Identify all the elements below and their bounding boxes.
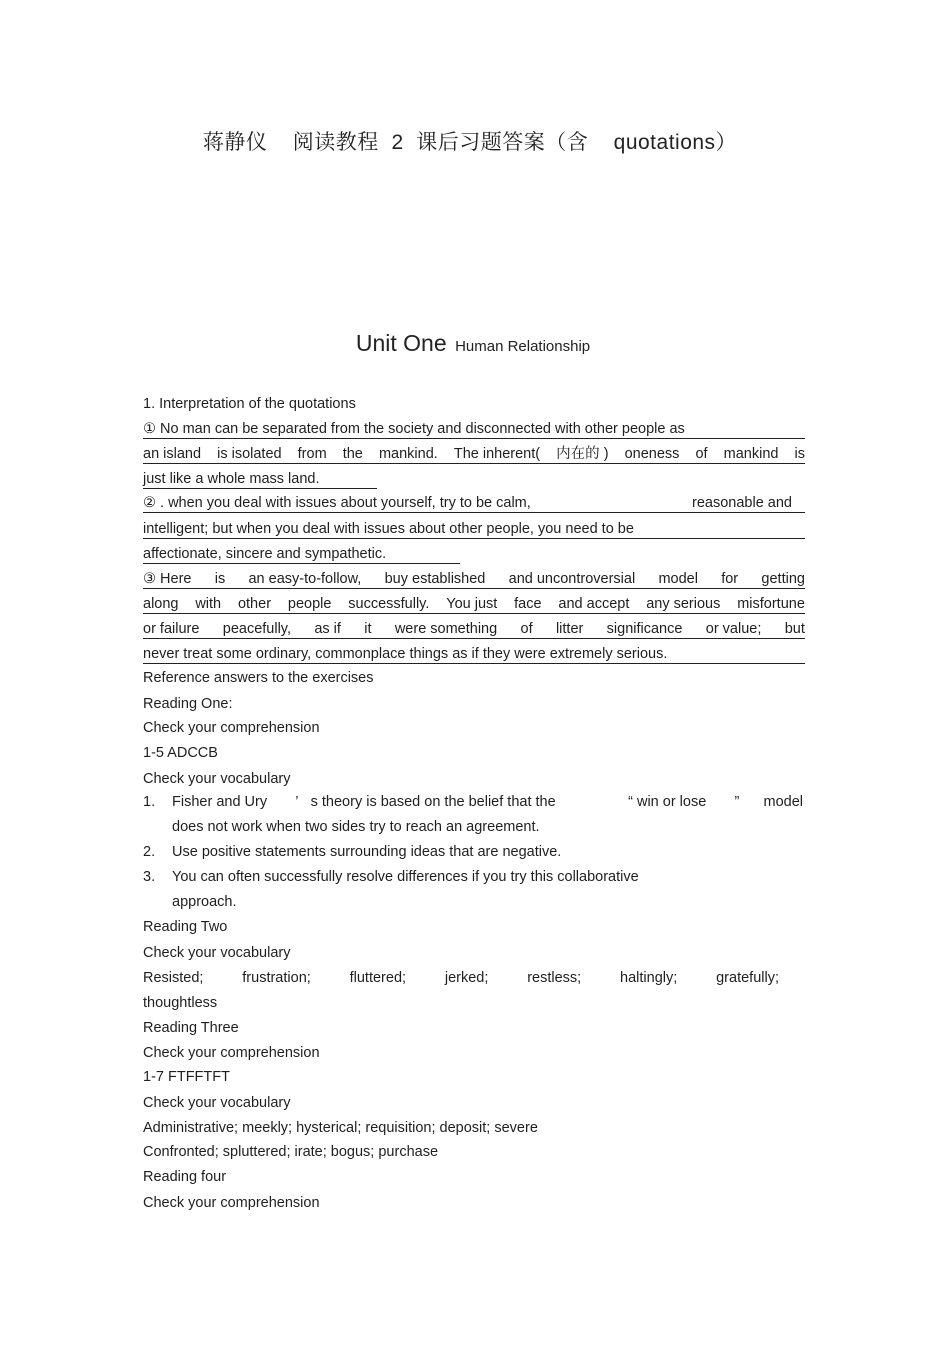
word: litter — [555, 621, 584, 637]
reading-four-heading: Reading four — [143, 1169, 227, 1185]
title-part-4: 课后习题答案（含 — [416, 131, 589, 154]
vocab-item-1-part-b — [628, 794, 803, 810]
word: getting — [761, 571, 805, 587]
quotations-heading: 1. Interpretation of the quotations — [143, 396, 356, 412]
word: The inherent( — [453, 446, 541, 462]
word: an island — [143, 446, 202, 462]
word: buy established — [384, 571, 486, 587]
reading-three-heading: Reading Three — [143, 1020, 239, 1036]
word: peacefully, — [222, 621, 291, 637]
text: model — [763, 794, 803, 810]
quote-1-line-3 — [143, 470, 377, 489]
word: model — [658, 571, 698, 587]
word: but — [784, 621, 805, 637]
word: successfully. — [348, 596, 430, 612]
word: frustration; — [242, 970, 311, 986]
quote-2-line-2-text: intelligent; but when you deal with issues about other people, you need to be — [143, 521, 634, 537]
list-number: 1. — [143, 794, 156, 810]
vocab-item-1-line-1 — [172, 794, 803, 810]
word: along — [143, 596, 179, 612]
quote-2-line-1-a: ② . when you deal with issues about yourself, try to be calm, — [143, 495, 531, 511]
word: face — [514, 596, 542, 612]
word: from — [297, 446, 327, 462]
word: or failure — [143, 621, 200, 637]
quote-1-line-3-text: just like a whole mass land. — [143, 471, 320, 487]
word: haltingly; — [620, 970, 678, 986]
word: is isolated — [217, 446, 282, 462]
word: an easy-to-follow, — [248, 571, 362, 587]
apostrophe: ’ — [295, 794, 299, 810]
word: or value; — [705, 621, 762, 637]
word: is — [214, 571, 226, 587]
answers-heading: Reference answers to the exercises — [143, 670, 374, 686]
word: oneness — [624, 446, 680, 462]
title-part-2: 阅读教程 — [292, 131, 379, 154]
vocab-item-3-line-2: approach. — [172, 894, 237, 910]
reading-three-vocabulary-heading: Check your vocabulary — [143, 1095, 291, 1111]
reading-one-comprehension-heading: Check your comprehension — [143, 720, 320, 736]
reading-one-heading: Reading One: — [143, 696, 233, 712]
quote-3-line-4 — [143, 645, 805, 664]
word: and accept — [558, 596, 630, 612]
word: any serious — [646, 596, 721, 612]
word: gratefully; — [716, 970, 779, 986]
word: You just — [446, 596, 498, 612]
text: s theory is based on the belief that the — [310, 794, 556, 810]
quote-2-line-3-text: affectionate, sincere and sympathetic. — [143, 546, 387, 562]
reading-one-vocabulary-heading: Check your vocabulary — [143, 771, 291, 787]
word: is — [794, 446, 805, 462]
text: “ win or lose — [628, 794, 707, 810]
reading-two-heading: Reading Two — [143, 919, 228, 935]
reading-one-comprehension-answer: 1-5 ADCCB — [143, 745, 218, 761]
title-part-3: 2 — [391, 131, 404, 154]
word: restless; — [527, 970, 582, 986]
word: of — [695, 446, 708, 462]
quote-2-line-1 — [143, 494, 805, 513]
vocab-item-1-part-a — [172, 794, 556, 810]
word: people — [287, 596, 332, 612]
word: the — [342, 446, 363, 462]
quote-2-line-3 — [143, 545, 460, 564]
word: mankind. — [378, 446, 438, 462]
reading-three-vocabulary-line-2: Confronted; spluttered; irate; bogus; purchase — [143, 1144, 439, 1160]
list-number: 2. — [143, 844, 156, 860]
word: misfortune — [737, 596, 805, 612]
title-part-1: 蒋静仪 — [202, 131, 268, 154]
word: as if — [314, 621, 341, 637]
word: mankind — [723, 446, 779, 462]
unit-name: Unit One — [355, 330, 447, 356]
quote-1-line-2 — [143, 445, 805, 464]
word: with — [195, 596, 222, 612]
unit-heading — [0, 330, 946, 357]
quote-2-line-2 — [143, 520, 805, 539]
unit-subtitle: Human Relationship — [455, 338, 591, 355]
quote-3-line-3 — [143, 620, 805, 639]
quote-3-line-2 — [143, 595, 805, 614]
word: it — [364, 621, 372, 637]
reading-three-comprehension-answer: 1-7 FTFFTFT — [143, 1069, 230, 1085]
reading-four-comprehension-heading: Check your comprehension — [143, 1195, 320, 1211]
reading-two-vocabulary-heading: Check your vocabulary — [143, 945, 291, 961]
vocab-item-3-line-1: You can often successfully resolve differences if you try this collaborative — [172, 869, 639, 885]
quote-mark: ” — [734, 794, 740, 810]
word: other — [237, 596, 272, 612]
word: ③ Here — [143, 571, 192, 587]
word: significance — [606, 621, 683, 637]
quote-1-line-1 — [143, 420, 805, 439]
quote-3-line-4-text: never treat some ordinary, commonplace things as if they were extremely serious. — [143, 646, 668, 662]
word: jerked; — [444, 970, 489, 986]
quote-2-line-1-b: reasonable and — [692, 495, 792, 511]
word: for — [721, 571, 739, 587]
vocab-item-1-line-2: does not work when two sides try to reach an agreement. — [172, 819, 540, 835]
word: of — [520, 621, 533, 637]
reading-two-vocabulary-line-2: thoughtless — [143, 995, 218, 1011]
title-part-5: quotations） — [613, 131, 738, 154]
word: Resisted; — [143, 970, 204, 986]
word: and uncontroversial — [508, 571, 636, 587]
quote-3-line-1 — [143, 570, 805, 589]
text: Fisher and Ury — [172, 794, 268, 810]
reading-three-vocabulary-line-1: Administrative; meekly; hysterical; requisition; deposit; severe — [143, 1120, 538, 1136]
vocab-item-2-line-1: Use positive statements surrounding ideas that are negative. — [172, 844, 562, 860]
word: fluttered; — [349, 970, 407, 986]
reading-two-vocabulary-line-1 — [143, 969, 779, 987]
document-title — [0, 126, 940, 156]
word: 内在的 ) — [556, 446, 609, 462]
word: were something — [394, 621, 498, 637]
reading-three-comprehension-heading: Check your comprehension — [143, 1045, 320, 1061]
quote-1-line-1-text: ① No man can be separated from the society and disconnected with other people as — [143, 421, 685, 437]
list-number: 3. — [143, 869, 156, 885]
